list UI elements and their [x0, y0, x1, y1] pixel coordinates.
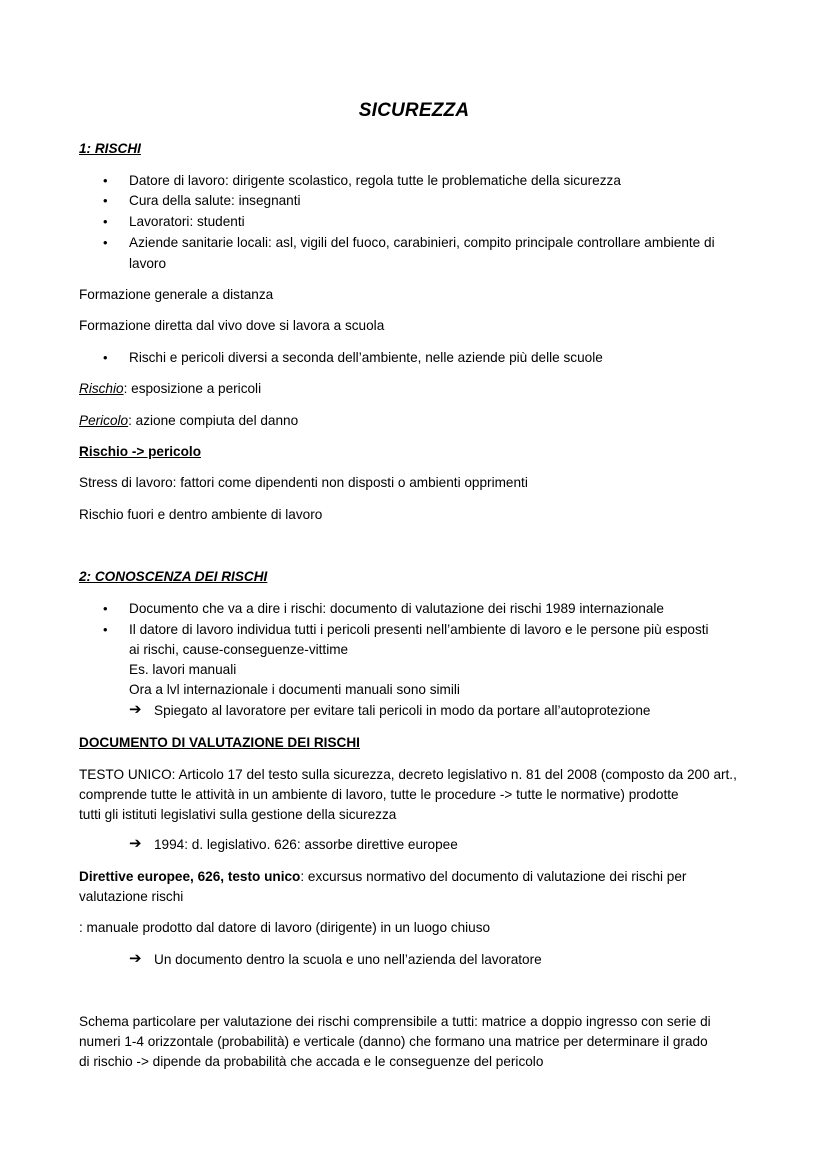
- list-item: Rischi e pericoli diversi a seconda dell’ambiente, nelle aziende più delle scuole: [129, 350, 603, 365]
- list-item-continuation: Es. lavori manuali: [129, 662, 237, 677]
- bullet-icon: •: [103, 173, 108, 188]
- text-span: : excursus normativo del documento di valutazione dei rischi per: [300, 869, 687, 884]
- bullet-icon: •: [103, 235, 108, 250]
- list-item: Lavoratori: studenti: [129, 214, 245, 229]
- paragraph-line: valutazione rischi: [79, 889, 184, 904]
- bullet-icon: •: [103, 622, 108, 637]
- section-heading-rischi: 1: RISCHI: [79, 141, 141, 156]
- list-item-continuation: lavoro: [129, 256, 167, 271]
- term-pericolo: Pericolo: [79, 413, 129, 428]
- list-item: Il datore di lavoro individua tutti i pericoli presenti nell’ambiente di lavoro e le persone più esposti: [129, 622, 709, 637]
- paragraph-line: comprende tutte le attività in un ambiente di lavoro, tutte le procedure -> tutte le normative) prodotte: [79, 787, 679, 802]
- bullet-icon: •: [103, 350, 108, 365]
- list-item: Cura della salute: insegnanti: [129, 193, 301, 208]
- paragraph-line: Schema particolare per valutazione dei rischi comprensibile a tutti: matrice a doppio ingresso con serie di: [79, 1014, 711, 1029]
- list-item: Documento che va a dire i rischi: documento di valutazione dei rischi 1989 internazionale: [129, 601, 664, 616]
- paragraph-line: numeri 1-4 orizzontale (probabilità) e verticale (danno) che formano una matrice per determinare il grado: [79, 1034, 708, 1049]
- list-item: Datore di lavoro: dirigente scolastico, regola tutte le problematiche della sicurezza: [129, 173, 621, 188]
- paragraph: Rischio fuori e dentro ambiente di lavoro: [79, 507, 323, 522]
- page-title: SICUREZZA: [358, 100, 470, 121]
- definition-text: : esposizione a pericoli: [123, 381, 262, 396]
- section-heading-documento: DOCUMENTO DI VALUTAZIONE DEI RISCHI: [79, 735, 360, 750]
- paragraph-line: tutti gli istituti legislativi sulla gestione della sicurezza: [79, 807, 397, 822]
- bullet-icon: •: [103, 601, 108, 616]
- paragraph: Stress di lavoro: fattori come dipendenti non disposti o ambienti opprimenti: [79, 475, 528, 490]
- bullet-icon: •: [103, 193, 108, 208]
- definition-pericolo: [79, 411, 298, 431]
- paragraph: Formazione generale a distanza: [79, 287, 274, 302]
- arrow-item: 1994: d. legislativo. 626: assorbe direttive europee: [154, 837, 458, 852]
- paragraph-line: TESTO UNICO: Articolo 17 del testo sulla sicurezza, decreto legislativo n. 81 del 2008 (composto da 200 art.,: [79, 767, 737, 782]
- paragraph-line: [79, 867, 686, 887]
- arrow-right-icon: ➔: [129, 835, 142, 852]
- bullet-icon: •: [103, 214, 108, 229]
- list-item: Aziende sanitarie locali: asl, vigili del fuoco, carabinieri, compito principale controllare ambiente di: [129, 235, 715, 250]
- list-item-continuation: ai rischi, cause-conseguenze-vittime: [129, 642, 349, 657]
- paragraph: : manuale prodotto dal datore di lavoro (dirigente) in un luogo chiuso: [79, 920, 491, 935]
- section-heading-conoscenza: 2: CONOSCENZA DEI RISCHI: [79, 569, 268, 584]
- definition-text: : azione compiuta del danno: [128, 413, 299, 428]
- arrow-item: Spiegato al lavoratore per evitare tali pericoli in modo da portare all’autoprotezione: [154, 703, 651, 718]
- list-item-continuation: Ora a lvl internazionale i documenti manuali sono simili: [129, 682, 460, 697]
- paragraph-line: di rischio -> dipende da probabilità che accada e le conseguenze del pericolo: [79, 1054, 544, 1069]
- paragraph: Formazione diretta dal vivo dove si lavora a scuola: [79, 318, 385, 333]
- arrow-right-icon: ➔: [129, 950, 142, 967]
- arrow-item: Un documento dentro la scuola e uno nell’azienda del lavoratore: [154, 952, 542, 967]
- arrow-right-icon: ➔: [129, 701, 142, 718]
- rischio-pericolo-heading: Rischio -> pericolo: [79, 444, 201, 459]
- term-rischio: Rischio: [79, 381, 124, 396]
- bold-phrase: Direttive europee, 626, testo unico: [79, 869, 301, 884]
- definition-rischio: [79, 379, 261, 399]
